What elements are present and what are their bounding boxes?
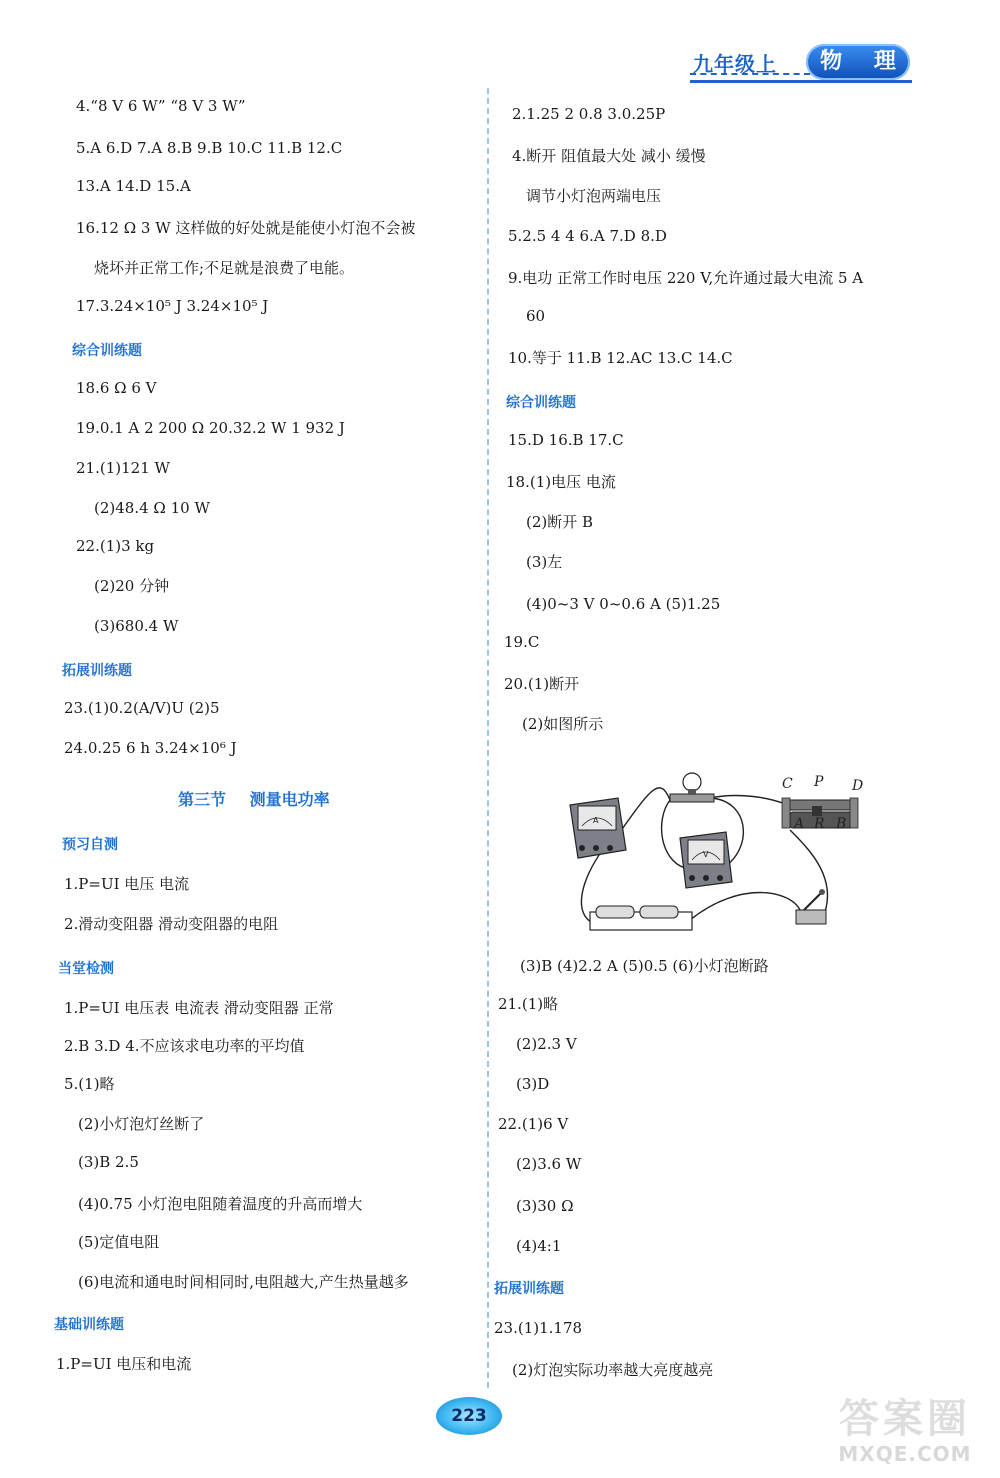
answer-line: 5.2.5 4 4 6.A 7.D 8.D xyxy=(508,227,667,245)
page-number: 223 xyxy=(436,1397,502,1435)
circuit-diagram xyxy=(560,770,870,945)
answer-line: (3)B (4)2.2 A (5)0.5 (6)小灯泡断路 xyxy=(520,957,769,975)
answer-line: 5.A 6.D 7.A 8.B 9.B 10.C 11.B 12.C xyxy=(76,139,343,157)
answer-line: (2)2.3 V xyxy=(516,1035,577,1053)
svg-text:A: A xyxy=(593,816,599,825)
answer-line: (3)30 Ω xyxy=(516,1197,574,1215)
answer-line: (2)如图所示 xyxy=(522,715,604,733)
ammeter-icon xyxy=(570,798,626,858)
section-heading: 当堂检测 xyxy=(58,961,114,977)
answer-line: (2)断开 B xyxy=(526,513,594,531)
answer-line: 18.(1)电压 电流 xyxy=(506,473,616,491)
answer-line: 60 xyxy=(526,307,546,325)
section-heading: 预习自测 xyxy=(62,837,118,853)
header-underline xyxy=(690,73,810,75)
answer-line: 19.C xyxy=(504,633,540,651)
answer-line: (2)灯泡实际功率越大亮度越亮 xyxy=(512,1361,714,1379)
answer-line: 1.P=UI 电压 电流 xyxy=(64,875,190,893)
answer-line: (3)B 2.5 xyxy=(78,1153,139,1171)
label-b: B xyxy=(836,816,847,832)
header-rule xyxy=(690,80,912,83)
answer-line: 4.断开 阻值最大处 减小 缓慢 xyxy=(512,147,706,165)
label-c: C xyxy=(782,776,793,792)
label-r: R xyxy=(814,816,825,832)
label-a: A xyxy=(794,816,805,832)
answer-line: 2.1.25 2 0.8 3.0.25P xyxy=(512,105,666,123)
answer-line: 16.12 Ω 3 W 这样做的好处就是能使小灯泡不会被 xyxy=(76,219,416,237)
answer-line: (2)20 分钟 xyxy=(94,577,170,595)
column-divider xyxy=(487,88,489,1388)
section-heading: 综合训练题 xyxy=(506,395,576,411)
wire xyxy=(620,788,670,832)
svg-text:V: V xyxy=(703,850,709,859)
answer-line: 20.(1)断开 xyxy=(504,675,580,693)
answer-line: 5.(1)略 xyxy=(64,1075,115,1093)
answer-line: 22.(1)6 V xyxy=(498,1115,569,1133)
answer-line: (2)48.4 Ω 10 W xyxy=(94,499,210,517)
answer-line: (6)电流和通电时间相同时,电阻越大,产生热量越多 xyxy=(78,1273,409,1291)
answer-line: 2.滑动变阻器 滑动变阻器的电阻 xyxy=(64,915,279,933)
answer-line: 9.电功 正常工作时电压 220 V,允许通过最大电流 5 A xyxy=(508,269,864,287)
watermark-logo: 答案圈 xyxy=(839,1396,971,1442)
answer-line: (3)680.4 W xyxy=(94,617,179,635)
answer-line: 23.(1)0.2(A/V)U (2)5 xyxy=(64,699,220,717)
section-title: 第三节 测量电功率 xyxy=(178,790,330,809)
answer-line: (4)0.75 小灯泡电阻随着温度的升高而增大 xyxy=(78,1195,363,1213)
answer-line: 4.“8 V 6 W” “8 V 3 W” xyxy=(76,97,246,115)
answer-line: (3)左 xyxy=(526,553,563,571)
answer-line: 2.B 3.D 4.不应该求电功率的平均值 xyxy=(64,1037,305,1055)
answer-line: 17.3.24×10⁵ J 3.24×10⁵ J xyxy=(76,297,269,315)
watermark xyxy=(820,1395,990,1475)
answer-line: (2)3.6 W xyxy=(516,1155,582,1173)
section-heading: 拓展训练题 xyxy=(494,1281,564,1297)
watermark-url: MXQE.COM xyxy=(838,1442,972,1466)
label-p: P xyxy=(814,774,824,790)
answer-line: 21.(1)121 W xyxy=(76,459,170,477)
answer-line: (3)D xyxy=(516,1075,550,1093)
answer-line: 19.0.1 A 2 200 Ω 20.32.2 W 1 932 J xyxy=(76,419,345,437)
answer-line: 24.0.25 6 h 3.24×10⁶ J xyxy=(64,739,237,757)
label-d: D xyxy=(852,778,864,794)
answer-line: 21.(1)略 xyxy=(498,995,559,1013)
answer-line: 1.P=UI 电压表 电流表 滑动变阻器 正常 xyxy=(64,999,334,1017)
answer-line: 23.(1)1.178 xyxy=(494,1319,583,1337)
voltmeter-icon xyxy=(680,832,732,888)
section-heading: 基础训练题 xyxy=(54,1317,124,1333)
answer-line: (5)定值电阻 xyxy=(78,1233,160,1251)
answer-line: (2)小灯泡灯丝断了 xyxy=(78,1115,205,1133)
answer-line: 烧坏并正常工作;不足就是浪费了电能。 xyxy=(94,259,355,277)
section-heading: 拓展训练题 xyxy=(62,663,132,679)
answer-line: 10.等于 11.B 12.AC 13.C 14.C xyxy=(508,349,733,367)
answer-line: 18.6 Ω 6 V xyxy=(76,379,157,397)
answer-line: (4)4:1 xyxy=(516,1237,562,1255)
section-heading: 综合训练题 xyxy=(72,343,142,359)
answer-line: 13.A 14.D 15.A xyxy=(76,177,191,195)
answer-line: 调节小灯泡两端电压 xyxy=(526,187,662,205)
battery-icon xyxy=(590,906,692,930)
lamp-icon xyxy=(670,773,714,802)
wire xyxy=(662,800,685,868)
switch-icon xyxy=(796,889,826,924)
answer-line: 1.P=UI 电压和电流 xyxy=(56,1355,192,1373)
wire xyxy=(690,893,800,921)
answer-line: (4)0~3 V 0~0.6 A (5)1.25 xyxy=(526,595,721,613)
answer-line: 22.(1)3 kg xyxy=(76,537,155,555)
subject-badge: 物 理 xyxy=(806,44,910,80)
grade-label: 九年级上 xyxy=(693,52,777,76)
answer-line: 15.D 16.B 17.C xyxy=(508,431,624,449)
